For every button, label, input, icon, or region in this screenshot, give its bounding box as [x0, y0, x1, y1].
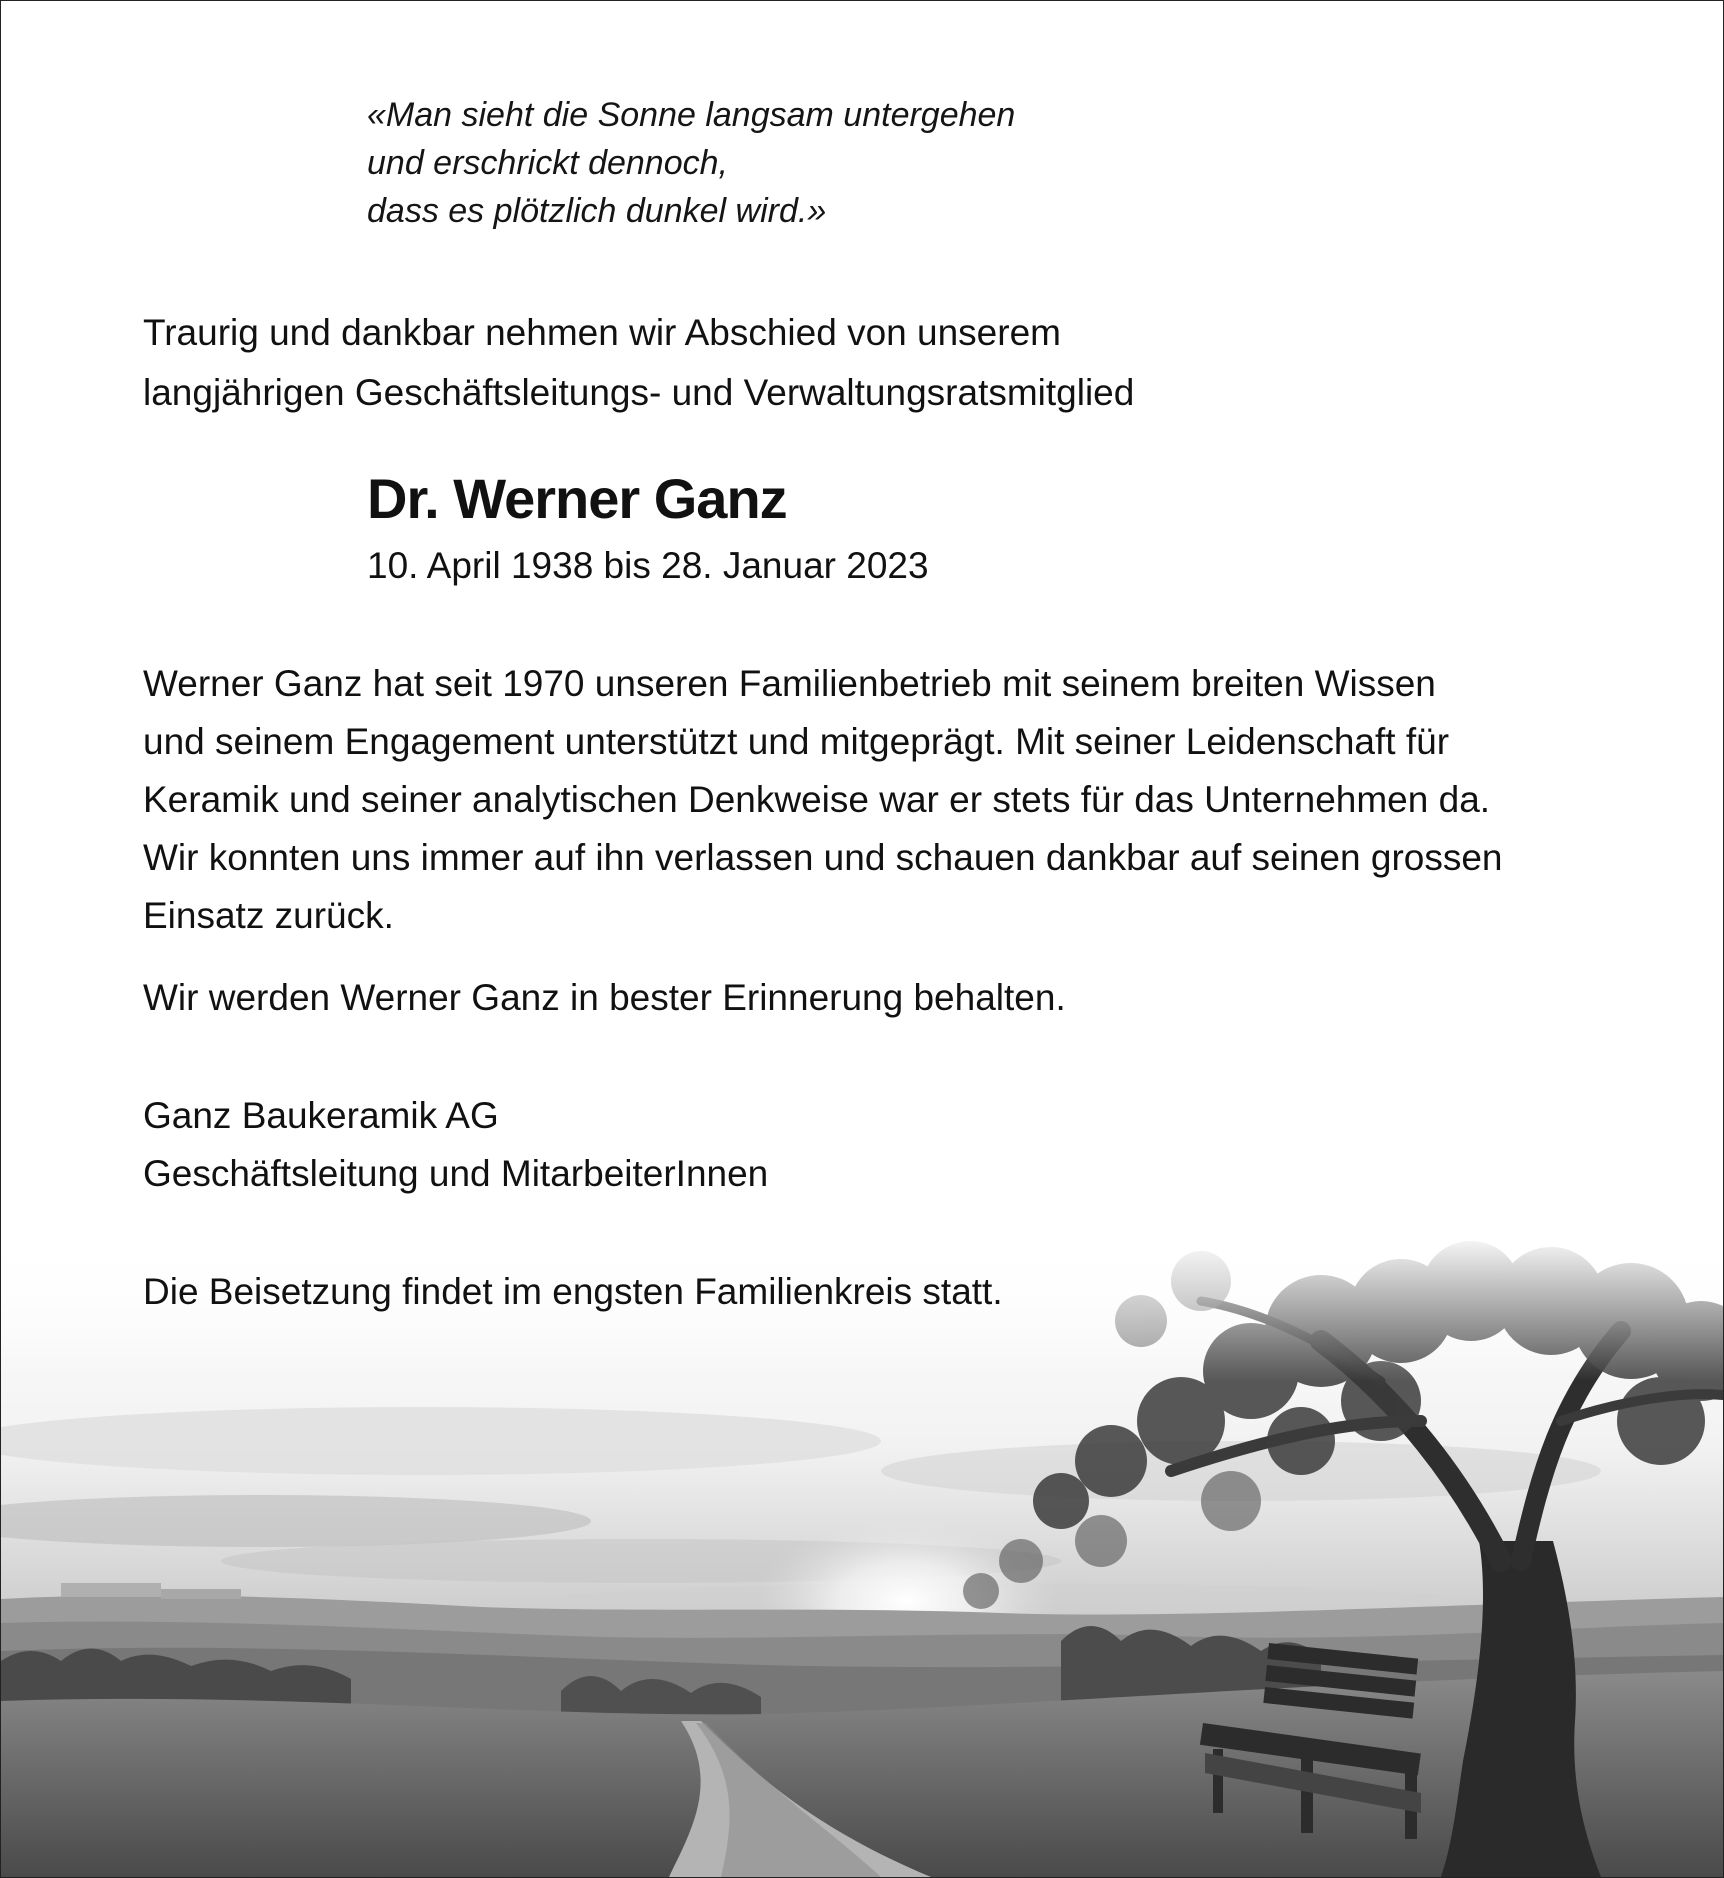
- tribute-line: und seinem Engagement unterstützt und mitgeprägt. Mit seiner Leidenschaft für: [143, 721, 1450, 762]
- intro-paragraph: [143, 303, 1134, 423]
- tribute-line: Werner Ganz hat seit 1970 unseren Familienbetrieb mit seinem breiten Wissen: [143, 663, 1436, 704]
- tribute-line: Keramik und seiner analytischen Denkweise war er stets für das Unternehmen da.: [143, 779, 1491, 820]
- signature-block: [143, 1087, 768, 1203]
- company-name: Ganz Baukeramik AG: [143, 1095, 499, 1136]
- intro-line: Traurig und dankbar nehmen wir Abschied von unserem: [143, 312, 1061, 353]
- life-dates: 10. April 1938 bis 28. Januar 2023: [367, 545, 929, 586]
- quote-line: und erschrickt dennoch,: [367, 144, 728, 182]
- quote-line: «Man sieht die Sonne langsam untergehen: [367, 96, 1016, 134]
- tribute-line: Einsatz zurück.: [143, 895, 394, 936]
- deceased-name: Dr. Werner Ganz: [367, 467, 787, 530]
- staff-line: Geschäftsleitung und MitarbeiterInnen: [143, 1153, 769, 1194]
- burial-note: Die Beisetzung findet im engsten Familienkreis statt.: [143, 1271, 1003, 1312]
- opening-quote: [367, 91, 1015, 235]
- tribute-paragraph: [143, 655, 1503, 945]
- tribute-line: Wir konnten uns immer auf ihn verlassen und schauen dankbar auf seinen grossen: [143, 837, 1503, 878]
- memory-statement: Wir werden Werner Ganz in bester Erinnerung behalten.: [143, 977, 1066, 1018]
- quote-line: dass es plötzlich dunkel wird.»: [367, 192, 827, 230]
- intro-line: langjährigen Geschäftsleitungs- und Verwaltungsratsmitglied: [143, 372, 1135, 413]
